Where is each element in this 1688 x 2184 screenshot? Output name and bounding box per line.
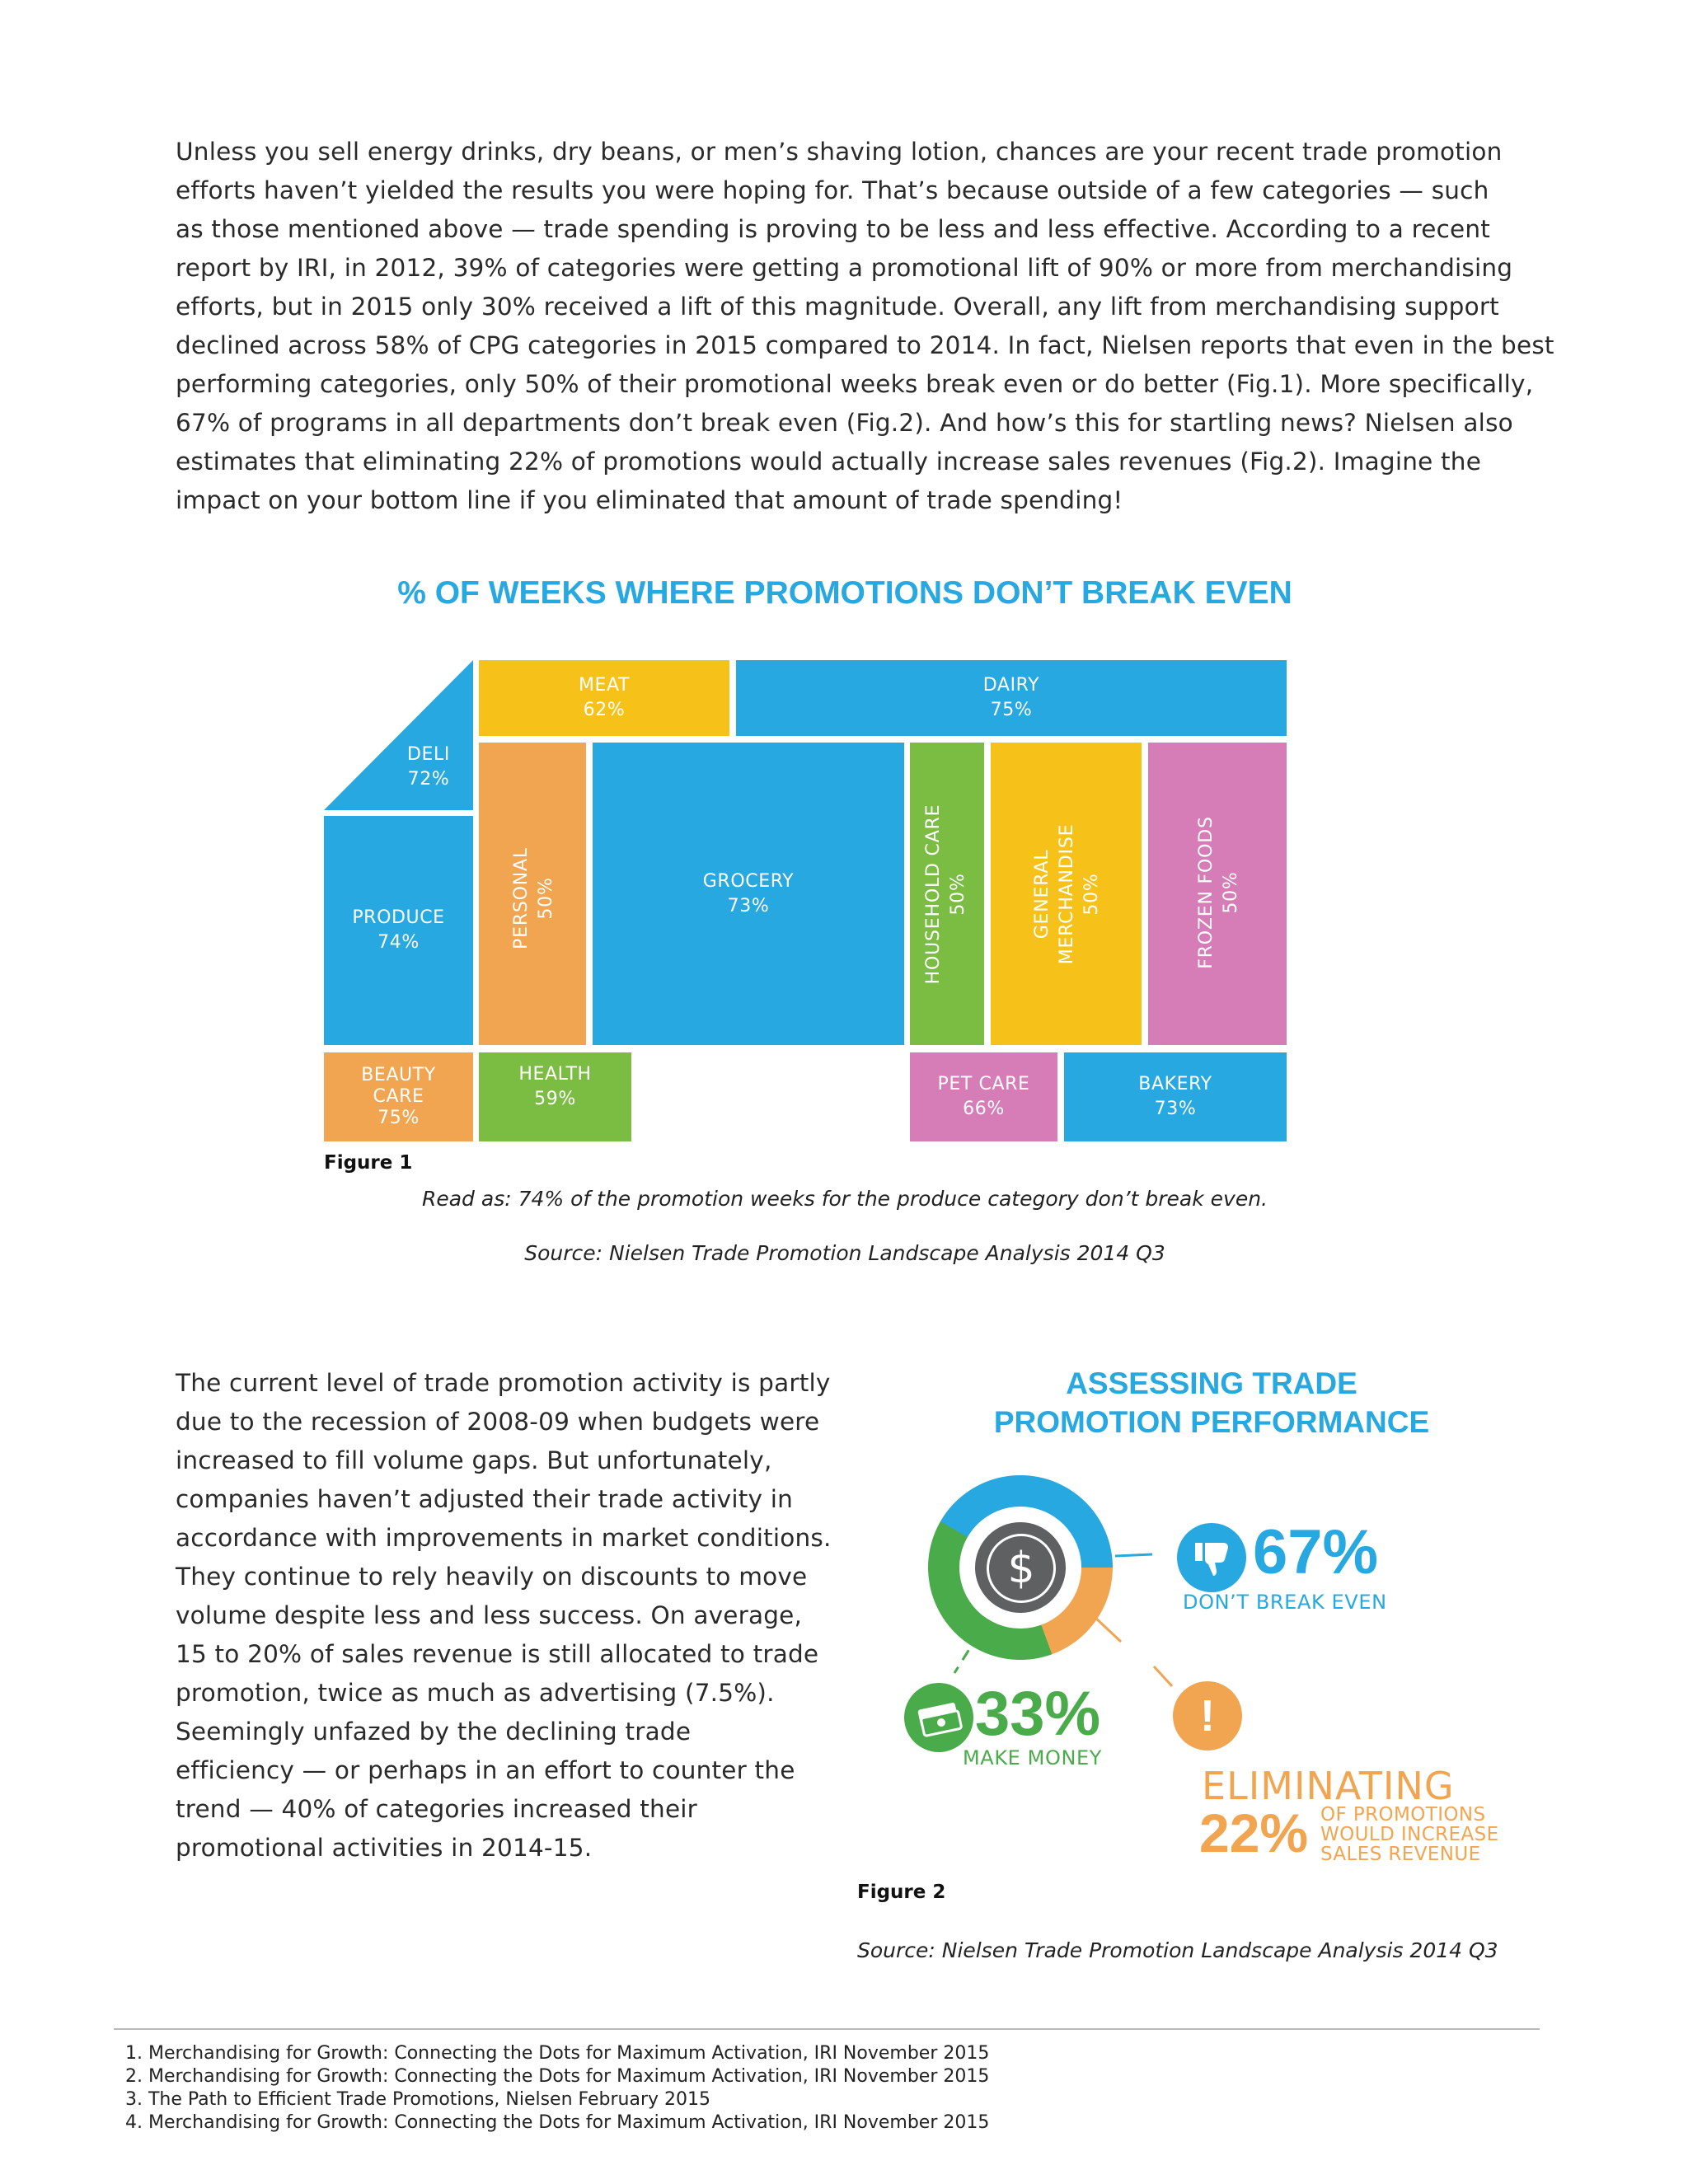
body-line: trend — 40% of categories increased their <box>176 1795 698 1823</box>
tile-general-value: 50% <box>1081 873 1102 916</box>
eliminating-text <box>1320 1805 1499 1864</box>
eliminating-text-line1: OF PROMOTIONS <box>1320 1804 1486 1825</box>
tile-frozen-name: FROZEN FOODS <box>1196 816 1217 969</box>
tile-health <box>479 1052 631 1141</box>
figure2-title-line2: PROMOTION PERFORMANCE <box>993 1405 1430 1439</box>
eliminating-text-line3: SALES REVENUE <box>1320 1844 1481 1865</box>
tile-personal-value: 50% <box>536 877 556 920</box>
tile-produce-value: 74% <box>377 932 420 953</box>
body-line: They continue to rely heavily on discounts to move <box>176 1563 808 1591</box>
tile-frozen-label <box>1194 816 1244 968</box>
tile-grocery-value: 73% <box>727 895 770 916</box>
thumbs-down-badge <box>1177 1523 1246 1592</box>
footnote-4: 4. Merchandising for Growth: Connecting the Dots for Maximum Activation, IRI November 2015 <box>125 2112 990 2133</box>
figure1-read-as: Read as: 74% of the promotion weeks for the produce category don’t break even. <box>421 1187 1268 1211</box>
tile-deli-label <box>396 740 462 794</box>
tile-beauty-care <box>324 1052 473 1141</box>
eliminating-text-line2: WOULD INCREASE <box>1320 1824 1499 1845</box>
intro-line: efforts haven’t yielded the results you were hoping for. That’s because outside of a few categories — such <box>176 176 1489 204</box>
tile-dairy-value: 75% <box>990 700 1033 720</box>
intro-line: report by IRI, in 2012, 39% of categories were getting a promotional lift of 90% or more from merchandising <box>176 254 1513 282</box>
body-line: The current level of trade promotion activity is partly <box>176 1369 831 1397</box>
footnote-3: 3. The Path to Efficient Trade Promotions, Nielsen February 2015 <box>125 2089 710 2110</box>
tile-beauty-line2: CARE <box>373 1086 424 1107</box>
body-paragraph <box>176 1364 851 1868</box>
body-line: increased to fill volume gaps. But unfortunately, <box>176 1446 772 1474</box>
figure2-title-line1: ASSESSING TRADE <box>1066 1366 1357 1400</box>
intro-line: 67% of programs in all departments don’t break even (Fig.2). And how’s this for startling news? Nielsen also <box>176 409 1513 437</box>
tile-pet-name: PET CARE <box>937 1074 1030 1094</box>
tile-meat-value: 62% <box>583 700 626 720</box>
tile-beauty-line1: BEAUTY <box>361 1065 436 1085</box>
tile-produce <box>324 816 473 1045</box>
intro-line: impact on your bottom line if you eliminated that amount of trade spending! <box>176 486 1123 514</box>
tile-grocery <box>593 743 904 1045</box>
tile-bakery-name: BAKERY <box>1138 1074 1212 1094</box>
tile-beauty-value: 75% <box>377 1108 420 1128</box>
connector-green <box>954 1633 979 1673</box>
tile-personal-name: PERSONAL <box>511 847 532 949</box>
figure1-title: % OF WEEKS WHERE PROMOTIONS DON’T BREAK EVEN <box>397 575 1292 611</box>
tile-household-value: 50% <box>948 873 968 916</box>
body-line: promotional activities in 2014-15. <box>176 1834 593 1862</box>
exclamation-badge <box>1173 1681 1242 1750</box>
exclamation-icon: ! <box>1200 1691 1215 1741</box>
body-line: promotion, twice as much as advertising (7.5%). <box>176 1679 775 1707</box>
connector-orange <box>1095 1617 1121 1642</box>
tile-household-name: HOUSEHOLD CARE <box>923 804 944 985</box>
dollar-icon: $ <box>1007 1544 1035 1593</box>
body-line: Seemingly unfazed by the declining trade <box>176 1718 692 1746</box>
tile-grocery-name: GROCERY <box>702 870 795 892</box>
intro-line: performing categories, only 50% of their promotional weeks break even or do better (Fig.1). More specifically, <box>176 370 1534 398</box>
figure1-label: Figure 1 <box>324 1152 413 1174</box>
tile-personal-label <box>509 847 559 949</box>
tile-general-line2: MERCHANDISE <box>1057 823 1077 965</box>
make-money-value: 33% <box>975 1679 1101 1749</box>
tile-deli-value: 72% <box>407 769 450 790</box>
connector-orange-2 <box>1154 1666 1172 1686</box>
intro-line: as those mentioned above — trade spending is proving to be less and less effective. According to a recent <box>176 215 1491 243</box>
tile-frozen-value: 50% <box>1221 871 1241 914</box>
eliminating-heading: ELIMINATING <box>1202 1764 1455 1808</box>
dont-break-even-value: 67% <box>1253 1517 1379 1587</box>
footnote-divider <box>114 2028 1540 2030</box>
money-stack-icon <box>904 1683 973 1752</box>
tile-general-label <box>1030 824 1104 965</box>
intro-line: declined across 58% of CPG categories in 2015 compared to 2014. In fact, Nielsen reports that even in the best <box>176 331 1554 359</box>
footnotes <box>125 2042 989 2135</box>
tile-produce-name: PRODUCE <box>352 907 445 928</box>
body-line: due to the recession of 2008-09 when budgets were <box>176 1408 820 1436</box>
figure2-label: Figure 2 <box>857 1882 946 1903</box>
tile-meat-name: MEAT <box>578 675 631 696</box>
figure2-source: Source: Nielsen Trade Promotion Landscape Analysis 2014 Q3 <box>857 1938 1498 1962</box>
intro-paragraph <box>176 133 1554 520</box>
tile-bakery <box>1064 1052 1287 1141</box>
tile-dairy-name: DAIRY <box>982 675 1040 696</box>
tile-pet-value: 66% <box>963 1099 1005 1119</box>
make-money-label: MAKE MONEY <box>963 1746 1103 1769</box>
tile-deli-name: DELI <box>407 744 450 765</box>
figure1-source: Source: Nielsen Trade Promotion Landscape Analysis 2014 Q3 <box>524 1241 1165 1265</box>
footnote-1: 1. Merchandising for Growth: Connecting the Dots for Maximum Activation, IRI November 2015 <box>125 2043 990 2064</box>
tile-pet-care <box>910 1052 1057 1141</box>
tile-health-value: 59% <box>534 1089 576 1109</box>
thumbs-down-icon <box>1177 1523 1246 1592</box>
body-line: accordance with improvements in market conditions. <box>176 1524 832 1552</box>
intro-line: efforts, but in 2015 only 30% received a lift of this magnitude. Overall, any lift from merchandising support <box>176 293 1499 321</box>
intro-line: estimates that eliminating 22% of promotions would actually increase sales revenues (Fig.2). Imagine the <box>176 448 1482 476</box>
tile-bakery-value: 73% <box>1154 1099 1197 1119</box>
tile-general-line1: GENERAL <box>1032 849 1053 940</box>
dont-break-even-label: DON’T BREAK EVEN <box>1183 1591 1387 1614</box>
body-line: efficiency — or perhaps in an effort to counter the <box>176 1756 795 1784</box>
footnote-2: 2. Merchandising for Growth: Connecting the Dots for Maximum Activation, IRI November 2015 <box>125 2066 990 2087</box>
body-line: companies haven’t adjusted their trade activity in <box>176 1485 794 1513</box>
money-badge <box>904 1683 973 1752</box>
tile-household-label <box>921 804 971 985</box>
body-line: volume despite less and less success. On average, <box>176 1601 803 1629</box>
connector-blue <box>1115 1554 1152 1556</box>
eliminating-value: 22% <box>1199 1802 1309 1863</box>
figure2-title <box>931 1364 1492 1441</box>
tile-health-name: HEALTH <box>518 1064 592 1085</box>
body-line: 15 to 20% of sales revenue is still allocated to trade <box>176 1640 819 1668</box>
tile-meat <box>479 660 729 736</box>
tile-dairy <box>736 660 1287 736</box>
intro-line: Unless you sell energy drinks, dry beans, or men’s shaving lotion, chances are your recent trade promotion <box>176 138 1503 166</box>
